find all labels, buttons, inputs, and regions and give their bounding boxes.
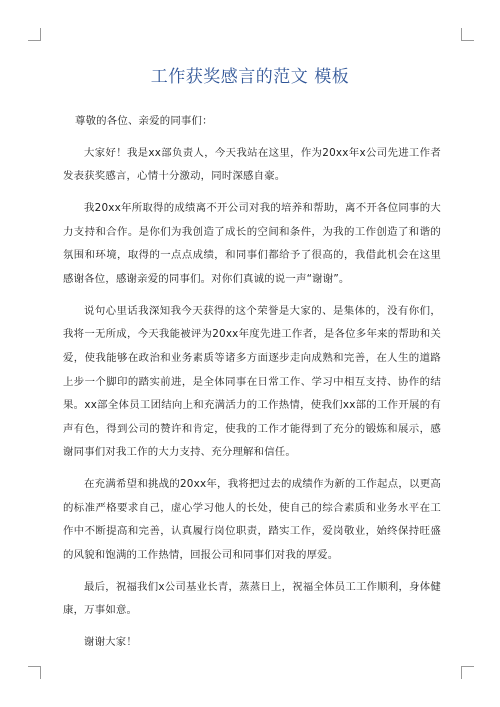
- paragraph-3: 说句心里话我深知我今天获得的这个荣誉是大家的、是集体的，没有你们，我将一无所成，今天我能被评为20xx年度先进工作者，是各位多年来的帮助和关爱，使我能够在政治和业务素质等诸多方面逐步走向成熟和完善，在人生的道路上步一个脚印的踏实前进，是全体同事在日常工作、学习中相互支持、协作的结果。xx部全体员工团结向上和充满活力的工作热情，使我们xx部的工作开展的有声有色，得到公司的赞许和肯定，使我的工作才能得到了充分的锻炼和展示，感谢同事们对我工作的大力支持、充分理解和信任。: [63, 304, 441, 459]
- paragraph-5: 最后，祝福我们x公司基业长青，蒸蒸日上，祝福全体员工工作顺利，身体健康，万事如意。: [63, 580, 441, 617]
- paragraph-1: 大家好！我是xx部负责人，今天我站在这里，作为20xx年x公司先进工作者发表获奖感言，心情十分激动，同时深感自豪。: [63, 146, 441, 183]
- document-body: [63, 110, 441, 663]
- closing-line: 谢谢大家！: [84, 636, 137, 648]
- paragraph-2: 我20xx年所取得的成绩离不开公司对我的培养和帮助，离不开各位同事的大力支持和合作。是你们为我创造了成长的空间和条件，为我的工作创造了和谐的氛围和环境，取得的一点点成绩，和同事们都给予了很高的，我借此机会在这里感谢各位，感谢亲爱的同事们。对你们真诚的说一声“谢谢”。: [63, 202, 441, 285]
- paragraph-4: 在充满希望和挑战的20xx年，我将把过去的成绩作为新的工作起点，以更高的标准严格要求自己，虚心学习他人的长处，使自己的综合素质和业务水平在工作中不断提高和完善，认真履行岗位职责，踏实工作，爱岗敬业，始终保持旺盛的风貌和饱满的工作热情，回报公司和同事们对我的厚爱。: [63, 478, 441, 561]
- salutation: 尊敬的各位、亲爱的同事们：: [75, 115, 213, 127]
- crop-mark-bottom-left: [28, 666, 41, 679]
- crop-mark-top-right: [461, 28, 474, 41]
- crop-mark-top-left: [28, 28, 41, 41]
- crop-mark-bottom-right: [461, 666, 474, 679]
- document-title: 工作获奖感言的范文 模板: [150, 67, 350, 87]
